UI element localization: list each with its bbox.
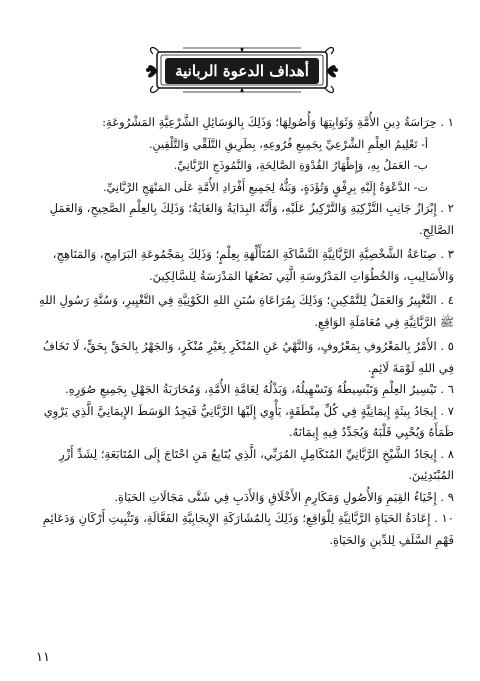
list-item: ٩ . إِحْيَاءُ القِيَمِ وَالأُصُولِ وَمَكَارِمِ الأَخْلَاقِ وَالأَدَبِ فِي شَتَّى مَجَالَاتِ الحَيَاةِ. [114, 489, 454, 504]
sub-list-item: أ- تَعْلِيمُ العِلْمِ الشَّرْعِيِّ بِجَمِيعِ فُرُوعِهِ، بِطَرِيقِ التَّلَقِّي وَالتَّلْقِينِ. [148, 137, 428, 151]
sub-list-item: ب- العَمَلُ بِهِ، وَإِظْهَارُ القُدْوَةِ الصَّالِحَةِ، وَالنَّمُوذَجِ الرَّبَّانِيِّ. [173, 159, 428, 172]
list-item: ١٠ . إِعَادَةُ الحَيَاةِ الرَّبَّانِيَّةِ لِلْوَاقِعِ؛ وَذَلِكَ بِالمُشَارَكَةِ الإِيجَابِيَّةِ الفَعَّالَةِ، وَتَثْبِيتِ أَرْكَانِ وَدَعَائِمِ فَهْمِ السَّلَفِ لِلدِّينِ وَالحَيَاةِ. [42, 511, 454, 547]
page-number: ١١ [36, 650, 50, 665]
list-item: ٣ . صِنَاعَةُ الشَّخْصِيَّةِ الرَّبَّانِيَّةِ النَّسَّاكَةِ المُتَأَلِّهَةِ بِعِلْمٍ؛ وَذَلِكَ بِمَجْمُوعَةِ البَرَامِجِ، وَالمَنَاهِجِ، وَالأَسَالِيبِ، وَالخُطُوَاتِ المَدْرُوسَةِ الَّتِي تَضَعُهَا المَدْرَسَةُ لِلسَّالِكِينَ. [52, 247, 454, 283]
list-item: ٨ . إِيجَادُ الشَّيْخِ الرَّبَّانِيِّ المُتَكَامِلِ المُرَبِّي، الَّذِي يُتَابِعُ مَنِ احْتَاجَ إِلَى المُتَابَعَةِ؛ لِشَدِّ أَزْرِ المُبْتَدِئِينَ. [59, 446, 454, 482]
ornamental-title-frame [143, 42, 341, 98]
goals-list [34, 112, 454, 551]
list-item: ٥ . الأَمْرُ بِالمَعْرُوفِ بِمَعْرُوفٍ، وَالنَّهْيُ عَنِ المُنْكَرِ بِغَيْرِ مُنْكَرٍ، وَالجَهْرُ بِالحَقِّ بِحَقٍّ، لَا تَخَافُ فِي اللهِ لَوْمَةَ لَائِمٍ. [42, 339, 454, 375]
list-item: ٢ . إِبْرَازُ جَانِبِ التَّزْكِيَةِ وَالتَّرْكِيزُ عَلَيْهِ، وَأَنَّهُ البِدَايَةُ وَالغَايَةُ؛ وَذَلِكَ بِالعِلْمِ الصَّحِيحِ، وَالعَمَلِ الصَّالِحِ. [49, 201, 454, 237]
list-item: ١ . حِرَاسَةُ دِينِ الأُمَّةِ وَثَوَابِتِهَا وَأُصُولِهَا؛ وَذَلِكَ بِالوَسَائِلِ الشَّرْعِيَّةِ المَشْرُوعَةِ: [102, 115, 454, 129]
sub-list-item: ت- الدَّعْوَةُ إِلَيْهِ بِرِفْقٍ وَتُؤَدَةٍ، وَبَثُّهُ لِجَمِيعِ أَفْرَادِ الأُمَّةِ عَلَى المَنْهَجِ الرَّبَّانِيِّ. [103, 180, 428, 194]
list-item: ٦ . تَيْسِيرُ العِلْمِ وَتَبْسِيطُهُ وَتَسْهِيلُهُ، وَبَذْلُهُ لِعَامَّةِ الأُمَّةِ، وَمُحَارَبَةُ الجَهْلِ بِجَمِيعِ صُوَرِهِ. [65, 382, 454, 396]
list-item: ٤ . التَّغْيِيرُ وَالعَمَلُ لِلتَّمْكِينِ؛ وَذَلِكَ بِمُرَاعَاةِ سُنَنِ اللهِ الكَوْنِيَّةِ فِي التَّغْيِيرِ، وَسُنَّةِ رَسُولِ اللهِ ﷺ الرَّبَّانِيَّةِ فِي مُعَامَلَةِ الوَاقِعِ. [39, 293, 454, 329]
list-item: ٧ . إِيجَادُ بِيئَةٍ إِيمَانِيَّةٍ فِي كُلِّ مِنْطَقَةٍ، يَأْوِي إِلَيْهَا الرَّبَّانِيُّ فَيَجِدُ الوَسَطَ الإِيمَانِيَّ الَّذِي يَرْوِي ظَمَأَهُ وَيُحْيِي قَلْبَهُ وَيُجَدِّدُ فِيهِ إِيمَانَهُ. [43, 403, 454, 439]
page-title: أهداف الدعوة الربانية [165, 58, 319, 84]
